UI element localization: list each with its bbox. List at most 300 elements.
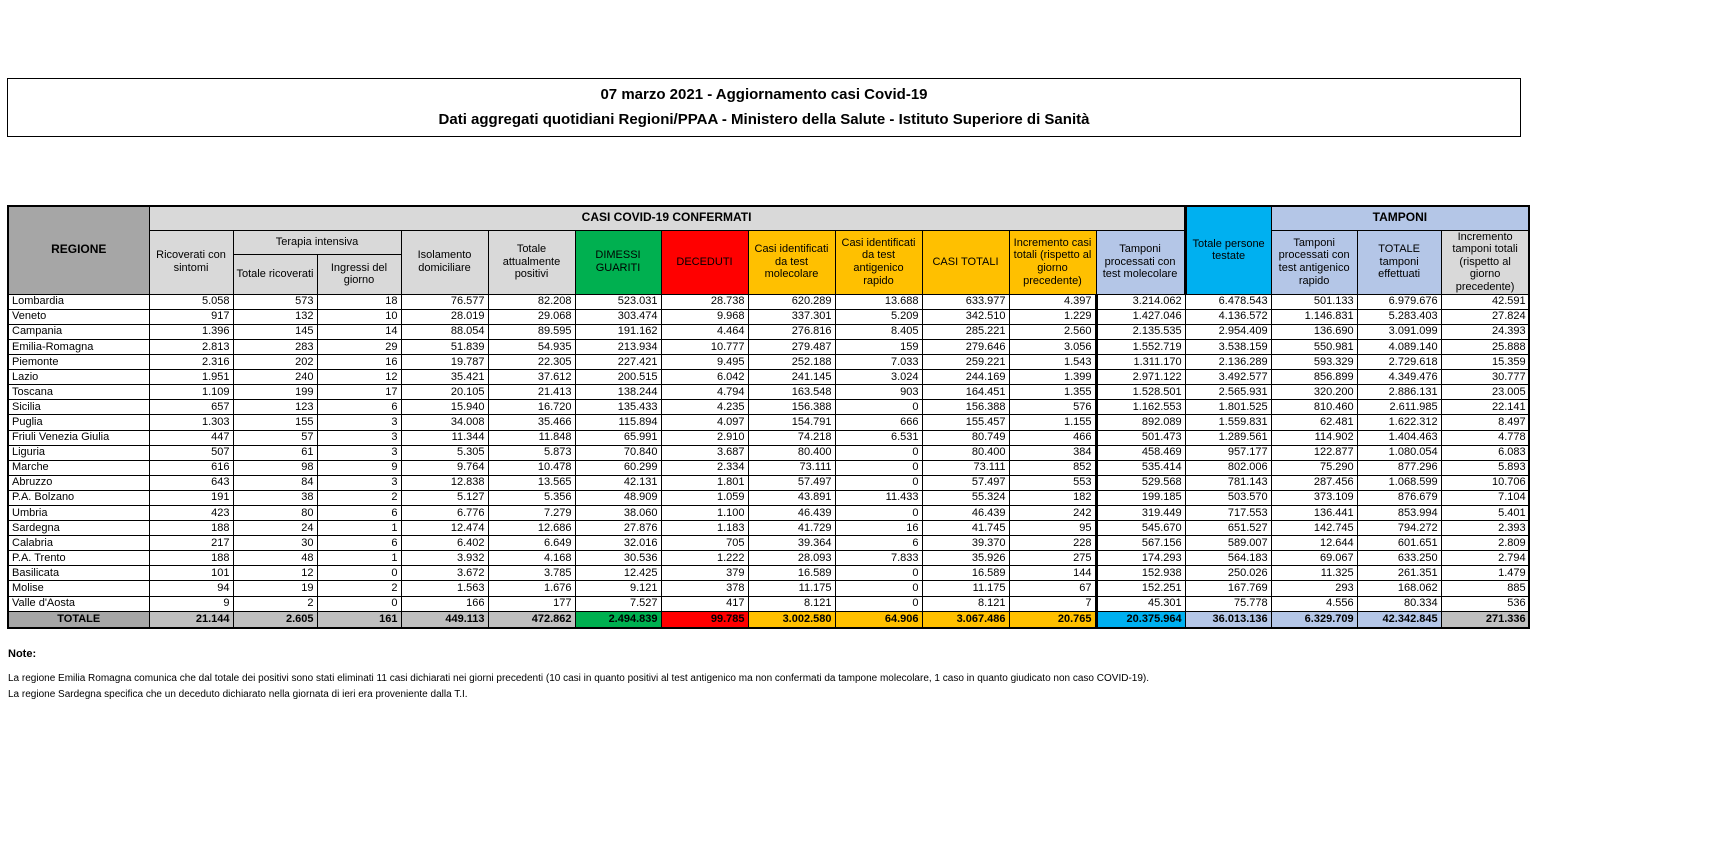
value-cell: 16 [835,521,922,536]
value-cell: 6.776 [401,506,488,521]
value-cell: 1.801 [661,475,748,490]
value-cell: 3 [317,415,401,430]
region-cell: Puglia [8,415,149,430]
region-cell: Marche [8,460,149,475]
value-cell: 9 [317,460,401,475]
value-cell: 82.208 [488,294,575,309]
value-cell: 1.528.501 [1096,385,1185,400]
value-cell: 3 [317,430,401,445]
value-cell: 12.838 [401,475,488,490]
value-cell: 163.548 [748,385,835,400]
value-cell: 501.133 [1271,294,1357,309]
region-cell: Piemonte [8,355,149,370]
value-cell: 10.777 [661,339,748,354]
value-cell: 75.290 [1271,460,1357,475]
value-cell: 0 [317,596,401,611]
value-cell: 781.143 [1185,475,1271,490]
value-cell: 1.801.525 [1185,400,1271,415]
region-cell: Emilia-Romagna [8,339,149,354]
value-cell: 252.188 [748,355,835,370]
value-cell: 276.816 [748,324,835,339]
value-cell: 28.093 [748,551,835,566]
value-cell: 5.305 [401,445,488,460]
value-cell: 9 [149,596,233,611]
total-value-cell: 6.329.709 [1271,611,1357,628]
value-cell: 13.688 [835,294,922,309]
value-cell: 200.515 [575,370,661,385]
value-cell: 7.833 [835,551,922,566]
value-cell: 22.305 [488,355,575,370]
value-cell: 54.935 [488,339,575,354]
value-cell: 24.393 [1441,324,1529,339]
value-cell: 285.221 [922,324,1009,339]
value-cell: 4.235 [661,400,748,415]
value-cell: 501.473 [1096,430,1185,445]
region-cell: Liguria [8,445,149,460]
table-row [8,566,1529,581]
value-cell: 11.325 [1271,566,1357,581]
value-cell: 155.457 [922,415,1009,430]
value-cell: 2.565.931 [1185,385,1271,400]
value-cell: 4.349.476 [1357,370,1441,385]
value-cell: 191.162 [575,324,661,339]
value-cell: 1.622.312 [1357,415,1441,430]
value-cell: 705 [661,536,748,551]
value-cell: 12.644 [1271,536,1357,551]
value-cell: 19 [233,581,317,596]
value-cell: 6 [317,536,401,551]
value-cell: 145 [233,324,317,339]
value-cell: 1.059 [661,490,748,505]
total-value-cell: 42.342.845 [1357,611,1441,628]
value-cell: 6.402 [401,536,488,551]
value-cell: 1.404.463 [1357,430,1441,445]
value-cell: 852 [1009,460,1096,475]
value-cell: 6.478.543 [1185,294,1271,309]
header-deceduti: DECEDUTI [661,230,748,294]
header-casi-totali: CASI TOTALI [922,230,1009,294]
value-cell: 6.649 [488,536,575,551]
value-cell: 5.893 [1441,460,1529,475]
header-ricoverati-con-sintomi: Ricoverati con sintomi [149,230,233,294]
value-cell: 0 [835,566,922,581]
note-line: La regione Emilia Romagna comunica che dal totale dei positivi sono stati eliminati 11 casi dichiarati nei giorni precedenti (10 casi in quanto positivi al test antigenico ma non confermati da tampone molecolare, 1 caso in quanto giudicato non caso COVID-19). [8,673,1150,684]
value-cell: 80.400 [748,445,835,460]
value-cell: 717.553 [1185,506,1271,521]
value-cell: 885 [1441,581,1529,596]
value-cell: 15.940 [401,400,488,415]
value-cell: 2.794 [1441,551,1529,566]
value-cell: 535.414 [1096,460,1185,475]
value-cell: 144 [1009,566,1096,581]
value-cell: 95 [1009,521,1096,536]
value-cell: 94 [149,581,233,596]
value-cell: 16 [317,355,401,370]
value-cell: 275 [1009,551,1096,566]
value-cell: 67 [1009,581,1096,596]
table-row [8,596,1529,611]
value-cell: 61 [233,445,317,460]
header-terapia-intensiva: Terapia intensiva [233,230,401,254]
value-cell: 11.175 [922,581,1009,596]
value-cell: 152.938 [1096,566,1185,581]
value-cell: 545.670 [1096,521,1185,536]
value-cell: 12.686 [488,521,575,536]
value-cell: 903 [835,385,922,400]
value-cell: 2.729.618 [1357,355,1441,370]
value-cell: 5.283.403 [1357,309,1441,324]
header-tamponi: TAMPONI [1271,206,1529,230]
value-cell: 114.902 [1271,430,1357,445]
notes-heading: Note: [8,648,37,660]
value-cell: 1.155 [1009,415,1096,430]
value-cell: 123 [233,400,317,415]
value-cell: 43.891 [748,490,835,505]
value-cell: 51.839 [401,339,488,354]
value-cell: 0 [835,460,922,475]
table-row [8,581,1529,596]
value-cell: 287.456 [1271,475,1357,490]
value-cell: 1.311.170 [1096,355,1185,370]
region-cell: Lazio [8,370,149,385]
value-cell: 9.968 [661,309,748,324]
value-cell: 529.568 [1096,475,1185,490]
region-cell: Friuli Venezia Giulia [8,430,149,445]
value-cell: 810.460 [1271,400,1357,415]
value-cell: 75.778 [1185,596,1271,611]
value-cell: 6 [835,536,922,551]
value-cell: 0 [317,566,401,581]
header-totale-tamponi: TOTALE tamponi effettuati [1357,230,1441,294]
total-value-cell: 472.862 [488,611,575,628]
value-cell: 41.745 [922,521,1009,536]
value-cell: 259.221 [922,355,1009,370]
total-value-cell: 3.067.486 [922,611,1009,628]
header-tamponi-antigenico: Tamponi processati con test antigenico rapido [1271,230,1357,294]
value-cell: 1.399 [1009,370,1096,385]
notes-section [8,648,1508,704]
value-cell: 1.396 [149,324,233,339]
value-cell: 2.334 [661,460,748,475]
region-cell: Abruzzo [8,475,149,490]
value-cell: 27.824 [1441,309,1529,324]
value-cell: 320.200 [1271,385,1357,400]
header-totale-ricoverati: Totale ricoverati [233,254,317,294]
total-value-cell: 161 [317,611,401,628]
value-cell: 191 [149,490,233,505]
value-cell: 30.777 [1441,370,1529,385]
value-cell: 202 [233,355,317,370]
total-value-cell: 20.765 [1009,611,1096,628]
value-cell: 13.565 [488,475,575,490]
value-cell: 19.787 [401,355,488,370]
value-cell: 1.162.553 [1096,400,1185,415]
value-cell: 174.293 [1096,551,1185,566]
value-cell: 35.466 [488,415,575,430]
total-value-cell: 20.375.964 [1096,611,1185,628]
value-cell: 853.994 [1357,506,1441,521]
table-row [8,490,1529,505]
value-cell: 35.926 [922,551,1009,566]
value-cell: 564.183 [1185,551,1271,566]
region-cell: Valle d'Aosta [8,596,149,611]
value-cell: 4.397 [1009,294,1096,309]
value-cell: 12.425 [575,566,661,581]
value-cell: 319.449 [1096,506,1185,521]
value-cell: 3.492.577 [1185,370,1271,385]
value-cell: 166 [401,596,488,611]
region-cell: P.A. Bolzano [8,490,149,505]
value-cell: 1.563 [401,581,488,596]
value-cell: 536 [1441,596,1529,611]
value-cell: 217 [149,536,233,551]
value-cell: 41.729 [748,521,835,536]
value-cell: 2 [317,581,401,596]
value-cell: 227.421 [575,355,661,370]
total-value-cell: 64.906 [835,611,922,628]
value-cell: 6.979.676 [1357,294,1441,309]
value-cell: 0 [835,475,922,490]
total-value-cell: 21.144 [149,611,233,628]
value-cell: 42.591 [1441,294,1529,309]
table-row [8,339,1529,354]
value-cell: 6 [317,400,401,415]
value-cell: 29.068 [488,309,575,324]
value-cell: 1.543 [1009,355,1096,370]
value-cell: 5.401 [1441,506,1529,521]
header-totale-attualmente-positivi: Totale attualmente positivi [488,230,575,294]
value-cell: 70.840 [575,445,661,460]
value-cell: 643 [149,475,233,490]
value-cell: 152.251 [1096,581,1185,596]
value-cell: 80.334 [1357,596,1441,611]
table-row [8,400,1529,415]
region-cell: Molise [8,581,149,596]
value-cell: 159 [835,339,922,354]
value-cell: 6.042 [661,370,748,385]
value-cell: 28.738 [661,294,748,309]
value-cell: 80.749 [922,430,1009,445]
value-cell: 447 [149,430,233,445]
table-row [8,475,1529,490]
value-cell: 39.370 [922,536,1009,551]
header-casi-confermati: CASI COVID-19 CONFERMATI [149,206,1185,230]
value-cell: 155 [233,415,317,430]
value-cell: 244.169 [922,370,1009,385]
value-cell: 8.497 [1441,415,1529,430]
value-cell: 8.405 [835,324,922,339]
value-cell: 4.089.140 [1357,339,1441,354]
header-regione: REGIONE [8,206,149,294]
value-cell: 3.056 [1009,339,1096,354]
value-cell: 877.296 [1357,460,1441,475]
value-cell: 2.809 [1441,536,1529,551]
table-row [8,355,1529,370]
value-cell: 2.971.122 [1096,370,1185,385]
value-cell: 3 [317,445,401,460]
value-cell: 507 [149,445,233,460]
value-cell: 80.400 [922,445,1009,460]
value-cell: 73.111 [922,460,1009,475]
value-cell: 2 [233,596,317,611]
value-cell: 27.876 [575,521,661,536]
value-cell: 342.510 [922,309,1009,324]
table-row [8,385,1529,400]
total-value-cell: 2.494.839 [575,611,661,628]
value-cell: 10 [317,309,401,324]
value-cell: 88.054 [401,324,488,339]
value-cell: 2.611.985 [1357,400,1441,415]
total-value-cell: 3.002.580 [748,611,835,628]
value-cell: 1.479 [1441,566,1529,581]
value-cell: 8.121 [748,596,835,611]
table-row [8,294,1529,309]
value-cell: 12 [233,566,317,581]
value-cell: 1 [317,521,401,536]
value-cell: 156.388 [748,400,835,415]
value-cell: 303.474 [575,309,661,324]
value-cell: 1.183 [661,521,748,536]
value-cell: 241.145 [748,370,835,385]
value-cell: 6 [317,506,401,521]
value-cell: 589.007 [1185,536,1271,551]
value-cell: 503.570 [1185,490,1271,505]
value-cell: 2.813 [149,339,233,354]
value-cell: 2 [317,490,401,505]
value-cell: 1 [317,551,401,566]
value-cell: 136.441 [1271,506,1357,521]
value-cell: 261.351 [1357,566,1441,581]
value-cell: 213.934 [575,339,661,354]
value-cell: 167.769 [1185,581,1271,596]
region-cell: Sicilia [8,400,149,415]
value-cell: 7.279 [488,506,575,521]
value-cell: 135.433 [575,400,661,415]
region-cell: Umbria [8,506,149,521]
value-cell: 876.679 [1357,490,1441,505]
value-cell: 7.033 [835,355,922,370]
value-cell: 3 [317,475,401,490]
value-cell: 89.595 [488,324,575,339]
value-cell: 1.355 [1009,385,1096,400]
value-cell: 4.136.572 [1185,309,1271,324]
value-cell: 3.785 [488,566,575,581]
value-cell: 657 [149,400,233,415]
table-row [8,309,1529,324]
value-cell: 0 [835,596,922,611]
value-cell: 4.097 [661,415,748,430]
value-cell: 4.168 [488,551,575,566]
region-cell: P.A. Trento [8,551,149,566]
value-cell: 6.083 [1441,445,1529,460]
header-dimessi-guariti: DIMESSI GUARITI [575,230,661,294]
table-row [8,324,1529,339]
value-cell: 1.951 [149,370,233,385]
header-incremento-tamponi: Incremento tamponi totali (rispetto al giorno precedente) [1441,230,1529,294]
value-cell: 22.141 [1441,400,1529,415]
value-cell: 80 [233,506,317,521]
value-cell: 3.214.062 [1096,294,1185,309]
value-cell: 188 [149,551,233,566]
table-row [8,506,1529,521]
value-cell: 57.497 [922,475,1009,490]
value-cell: 856.899 [1271,370,1357,385]
covid-table-body [8,294,1529,628]
value-cell: 48 [233,551,317,566]
value-cell: 2.393 [1441,521,1529,536]
table-row [8,445,1529,460]
table-row [8,521,1529,536]
header-casi-test-molecolare: Casi identificati da test molecolare [748,230,835,294]
value-cell: 154.791 [748,415,835,430]
value-cell: 73.111 [748,460,835,475]
value-cell: 16.589 [748,566,835,581]
value-cell: 0 [835,445,922,460]
value-cell: 21.413 [488,385,575,400]
header-tamponi-molecolare: Tamponi processati con test molecolare [1096,230,1185,294]
value-cell: 3.932 [401,551,488,566]
value-cell: 567.156 [1096,536,1185,551]
value-cell: 458.469 [1096,445,1185,460]
value-cell: 65.991 [575,430,661,445]
value-cell: 5.127 [401,490,488,505]
title-box [7,78,1521,137]
value-cell: 4.778 [1441,430,1529,445]
value-cell: 1.676 [488,581,575,596]
value-cell: 16.589 [922,566,1009,581]
value-cell: 156.388 [922,400,1009,415]
value-cell: 39.364 [748,536,835,551]
value-cell: 242 [1009,506,1096,521]
table-row [8,430,1529,445]
value-cell: 1.229 [1009,309,1096,324]
value-cell: 11.848 [488,430,575,445]
value-cell: 2.910 [661,430,748,445]
header-ingressi-del-giorno: Ingressi del giorno [317,254,401,294]
value-cell: 38.060 [575,506,661,521]
value-cell: 228 [1009,536,1096,551]
value-cell: 283 [233,339,317,354]
value-cell: 373.109 [1271,490,1357,505]
value-cell: 917 [149,309,233,324]
value-cell: 7 [1009,596,1096,611]
value-cell: 1.289.561 [1185,430,1271,445]
value-cell: 2.136.289 [1185,355,1271,370]
value-cell: 4.464 [661,324,748,339]
region-cell: Toscana [8,385,149,400]
value-cell: 15.359 [1441,355,1529,370]
value-cell: 2.135.535 [1096,324,1185,339]
value-cell: 3.672 [401,566,488,581]
value-cell: 417 [661,596,748,611]
note-line: La regione Sardegna specifica che un deceduto dichiarato nella giornata di ieri era proveniente dalla T.I. [8,688,468,700]
value-cell: 601.651 [1357,536,1441,551]
total-value-cell: 2.605 [233,611,317,628]
value-cell: 122.877 [1271,445,1357,460]
value-cell: 0 [835,506,922,521]
value-cell: 60.299 [575,460,661,475]
report-subtitle: Dati aggregati quotidiani Regioni/PPAA - Ministero della Salute - Istituto Superiore di Sanità [438,110,1090,128]
value-cell: 74.218 [748,430,835,445]
value-cell: 5.873 [488,445,575,460]
value-cell: 5.058 [149,294,233,309]
value-cell: 98 [233,460,317,475]
value-cell: 35.421 [401,370,488,385]
value-cell: 1.068.599 [1357,475,1441,490]
value-cell: 29 [317,339,401,354]
table-row [8,370,1529,385]
table-row [8,536,1529,551]
